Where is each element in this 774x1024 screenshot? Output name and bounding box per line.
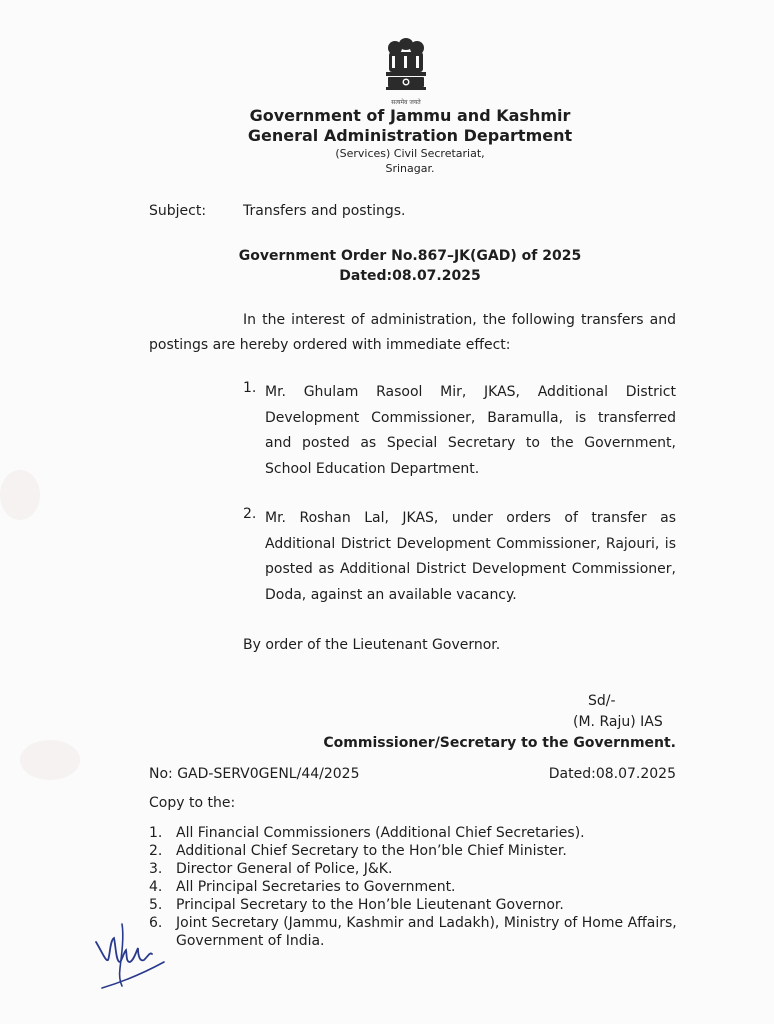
list-item-text: Additional Chief Secretary to the Hon’ble Chief Minister. bbox=[176, 843, 567, 859]
copy-to-list bbox=[149, 824, 679, 950]
list-item-text: Joint Secretary (Jammu, Kashmir and Ladakh), Ministry of Home Affairs, Government of India. bbox=[176, 915, 677, 949]
list-item bbox=[149, 860, 679, 878]
paper-smudge bbox=[20, 740, 80, 780]
order-number: Government Order No.867–JK(GAD) of 2025 bbox=[238, 248, 582, 264]
list-item-text: All Financial Commissioners (Additional Chief Secretaries). bbox=[176, 825, 585, 841]
signatory-name: (M. Raju) IAS bbox=[573, 714, 663, 730]
handwritten-signature bbox=[92, 922, 172, 994]
list-item-number: 2. bbox=[149, 843, 163, 859]
list-item-text: All Principal Secretaries to Government. bbox=[176, 879, 456, 895]
emblem-motto: सत्यमेव जयते bbox=[391, 99, 421, 106]
order-date: Dated:08.07.2025 bbox=[339, 268, 481, 284]
list-item-number: 1. bbox=[149, 825, 163, 841]
state-emblem-icon bbox=[378, 34, 434, 104]
reference-number: No: GAD-SERV0GENL/44/2025 bbox=[149, 766, 360, 782]
order-item-text: Mr. Roshan Lal, JKAS, under orders of transfer as Additional District Development Commissioner, Rajouri, is posted as Additional District Development Commissioner, Doda, against an available vacancy. bbox=[265, 510, 676, 603]
list-item-number: 5. bbox=[149, 897, 163, 913]
list-item bbox=[149, 896, 679, 914]
subject-text: Transfers and postings. bbox=[243, 203, 406, 219]
list-item bbox=[149, 842, 679, 860]
list-item bbox=[149, 824, 679, 842]
letterhead-department: General Administration Department bbox=[247, 126, 573, 145]
list-item-number: 6. bbox=[149, 915, 163, 931]
order-item-number: 1. bbox=[243, 380, 257, 396]
letterhead-office: (Services) Civil Secretariat, bbox=[335, 147, 485, 160]
by-order-line: By order of the Lieutenant Governor. bbox=[243, 637, 501, 653]
signatory-designation: Commissioner/Secretary to the Government. bbox=[323, 735, 676, 751]
list-item bbox=[149, 878, 679, 896]
letterhead-government: Government of Jammu and Kashmir bbox=[249, 106, 571, 125]
intro-paragraph: In the interest of administration, the following transfers and postings are hereby ordered with immediate effect: bbox=[149, 312, 676, 353]
paper-smudge bbox=[0, 470, 40, 520]
list-item-number: 4. bbox=[149, 879, 163, 895]
letterhead-city: Srinagar. bbox=[385, 162, 435, 175]
reference-date: Dated:08.07.2025 bbox=[548, 766, 676, 782]
order-item-number: 2. bbox=[243, 506, 257, 522]
list-item bbox=[149, 914, 679, 950]
signed-mark: Sd/- bbox=[588, 693, 616, 709]
list-item-text: Principal Secretary to the Hon’ble Lieutenant Governor. bbox=[176, 897, 564, 913]
order-item-text: Mr. Ghulam Rasool Mir, JKAS, Additional District Development Commissioner, Baramulla, is transferred and posted as Special Secretary to the Government, School Education Department. bbox=[265, 384, 676, 477]
subject-label: Subject: bbox=[149, 203, 207, 219]
list-item-number: 3. bbox=[149, 861, 163, 877]
list-item-text: Director General of Police, J&K. bbox=[176, 861, 393, 877]
copy-to-label: Copy to the: bbox=[149, 795, 236, 811]
